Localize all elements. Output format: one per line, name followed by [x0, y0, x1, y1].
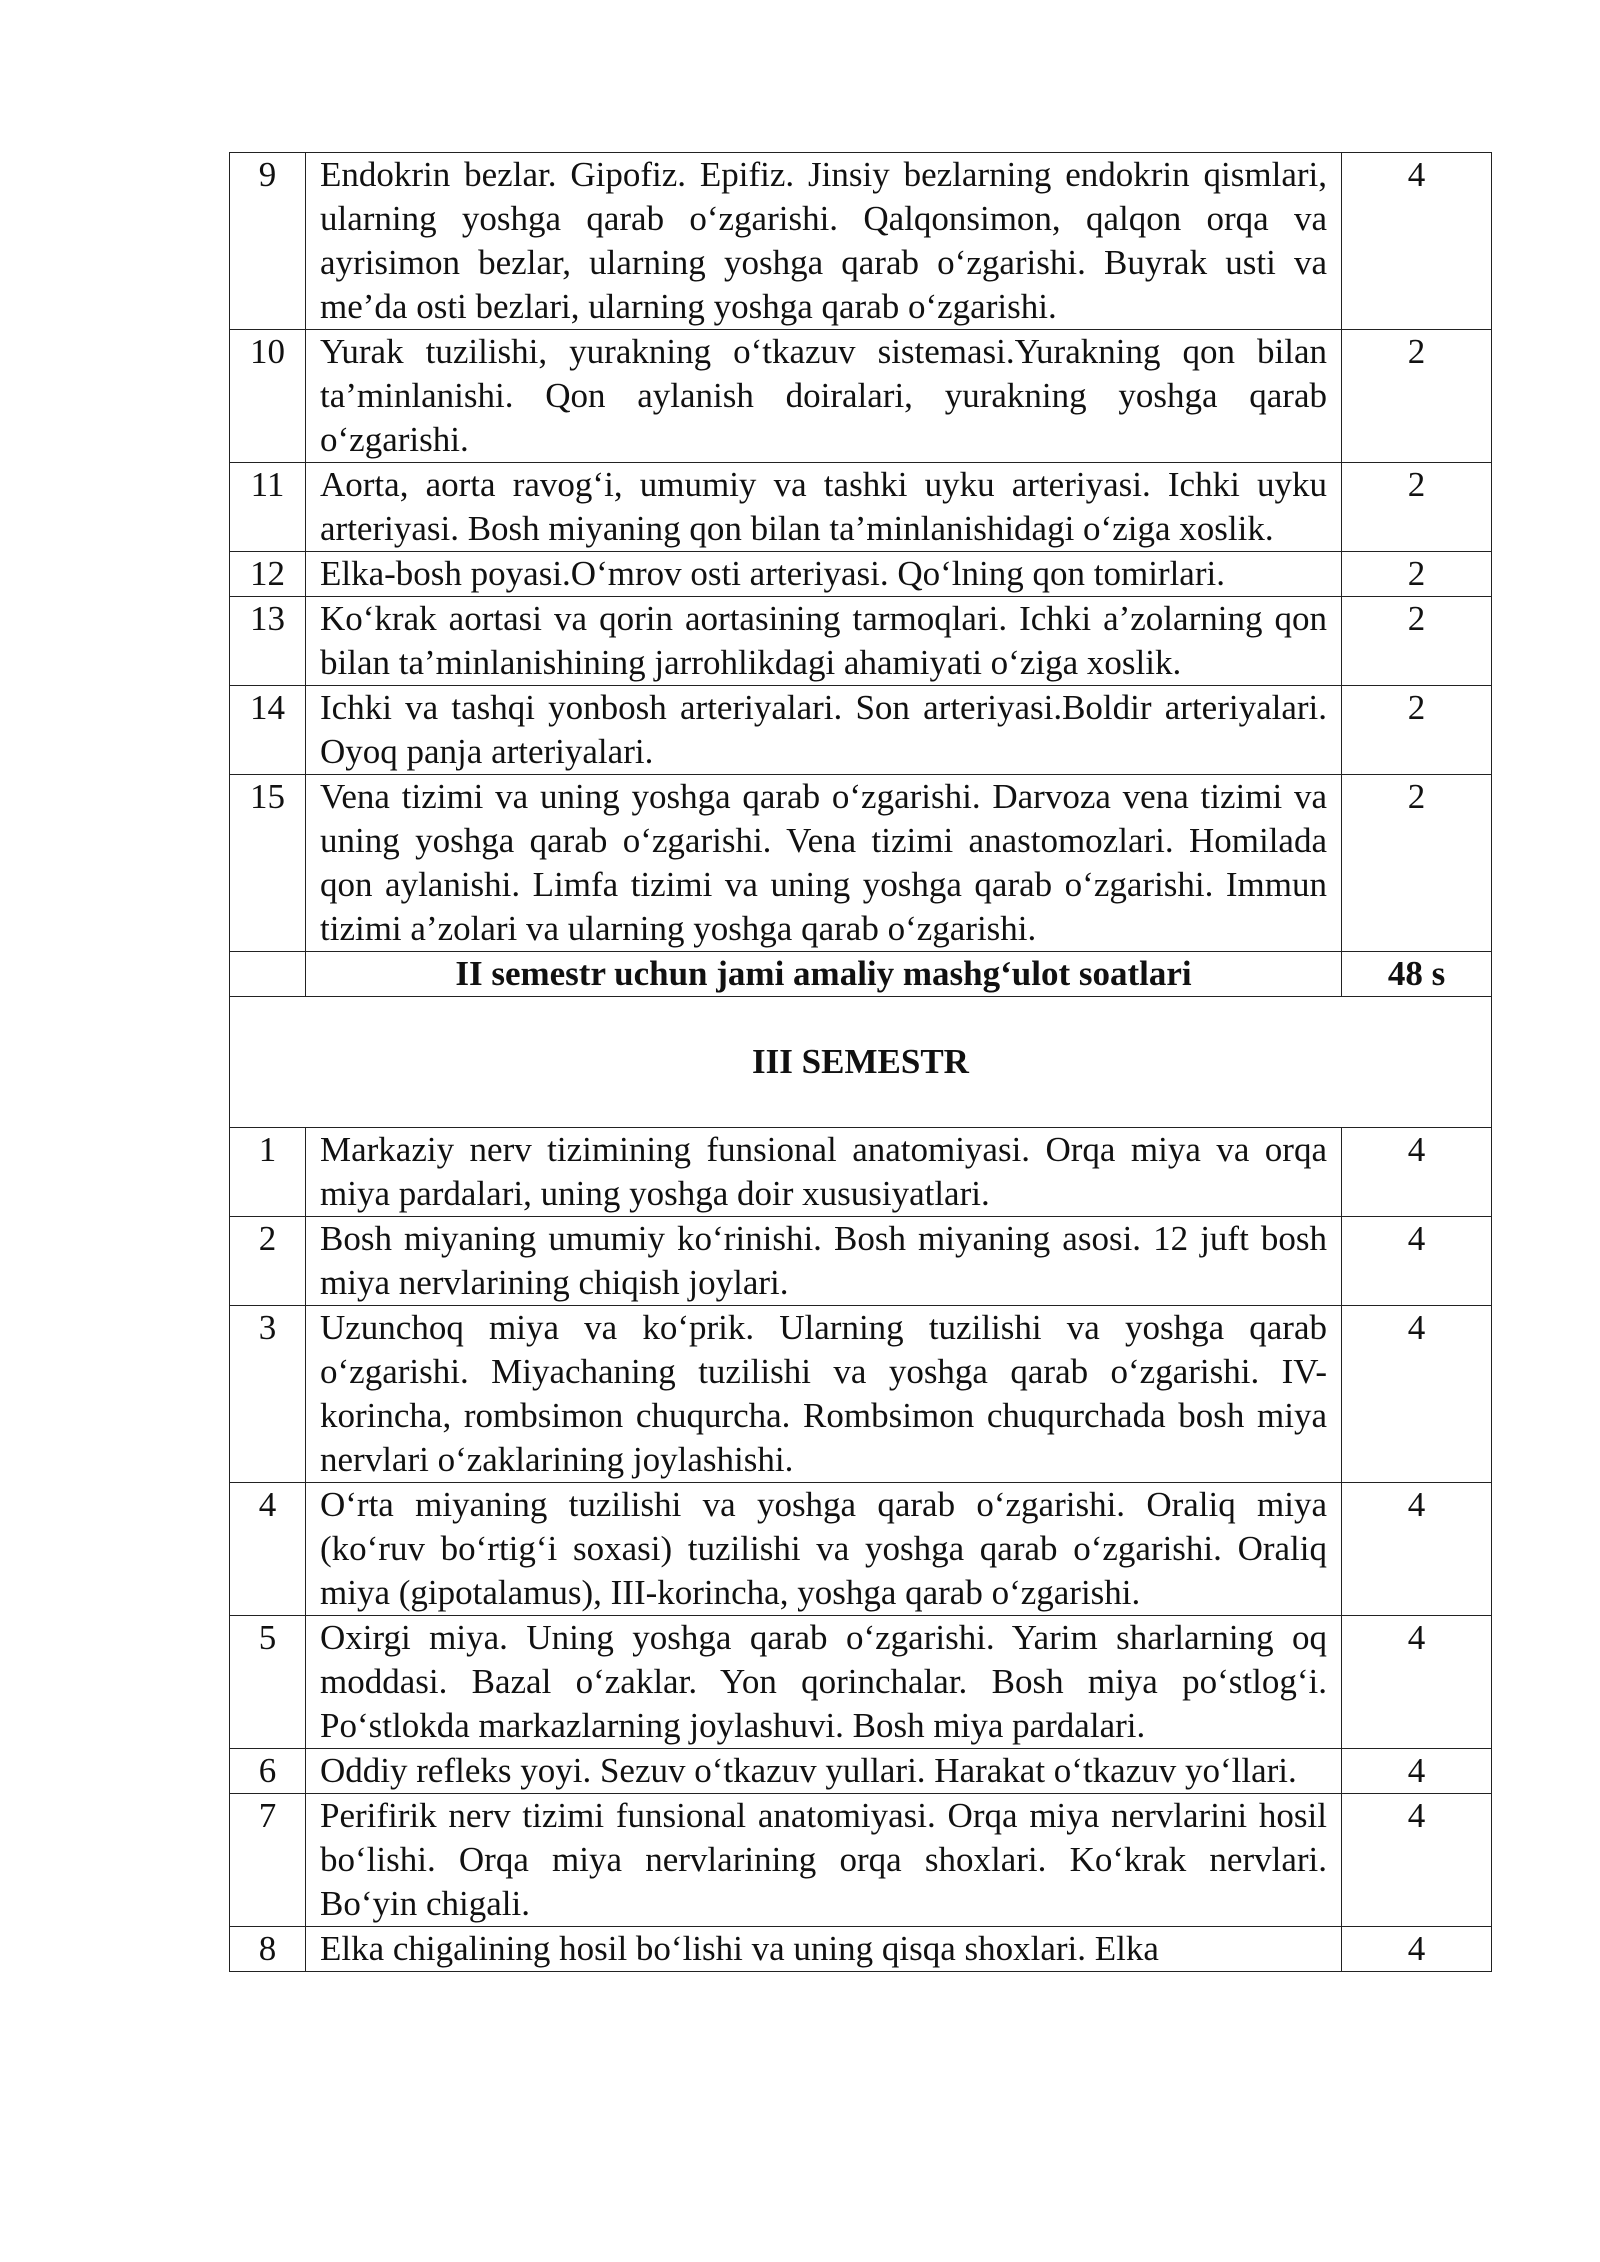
- row-topic: Uzunchoq miya va ko‘prik. Ularning tuzilishi va yoshga qarab o‘zgarishi. Miyachaning tuzilishi va yoshga qarab o‘zgarishi. IV-korincha, rombsimon chuqurcha. Rombsimon chuqurchada bosh miya nervlari o‘zaklarining joylashishi.: [306, 1306, 1342, 1483]
- row-number: 15: [230, 775, 306, 952]
- row-hours: 2: [1342, 463, 1492, 552]
- row-number: 10: [230, 330, 306, 463]
- table-row: [230, 686, 1492, 775]
- row-hours: 2: [1342, 330, 1492, 463]
- row-topic: Oxirgi miya. Uning yoshga qarab o‘zgarishi. Yarim sharlarning oq moddasi. Bazal o‘zaklar. Yon qorinchalar. Bosh miya po‘stlog‘i. Po‘stlokda markazlarning joylashuvi. Bosh miya pardalari.: [306, 1616, 1342, 1749]
- row-topic: Bosh miyaning umumiy ko‘rinishi. Bosh miyaning asosi. 12 juft bosh miya nervlarining chiqish joylari.: [306, 1217, 1342, 1306]
- semester-heading-row: [230, 997, 1492, 1128]
- semester-total-row: [230, 952, 1492, 997]
- row-topic: Oddiy refleks yoyi. Sezuv o‘tkazuv yullari. Harakat o‘tkazuv yo‘llari.: [306, 1749, 1342, 1794]
- row-topic: Yurak tuzilishi, yurakning o‘tkazuv sistemasi.Yurakning qon bilan ta’minlanishi. Qon aylanish doiralari, yurakning yoshga qarab o‘zgarishi.: [306, 330, 1342, 463]
- row-hours: 4: [1342, 1794, 1492, 1927]
- row-number: 8: [230, 1927, 306, 1972]
- row-hours: 4: [1342, 1483, 1492, 1616]
- row-topic: Elka-bosh poyasi.O‘mrov osti arteriyasi. Qo‘lning qon tomirlari.: [306, 552, 1342, 597]
- row-topic: Ko‘krak aortasi va qorin aortasining tarmoqlari. Ichki a’zolarning qon bilan ta’minlanishining jarrohlikdagi ahamiyati o‘ziga xoslik.: [306, 597, 1342, 686]
- row-hours: 4: [1342, 1306, 1492, 1483]
- row-number: 2: [230, 1217, 306, 1306]
- table-row: [230, 463, 1492, 552]
- row-topic: Vena tizimi va uning yoshga qarab o‘zgarishi. Darvoza vena tizimi va uning yoshga qarab o‘zgarishi. Vena tizimi anastomozlari. Homilada qon aylanishi. Limfa tizimi va uning yoshga qarab o‘zgarishi. Immun tizimi a’zolari va ularning yoshga qarab o‘zgarishi.: [306, 775, 1342, 952]
- row-topic: Aorta, aorta ravog‘i, umumiy va tashki uyku arteriyasi. Ichki uyku arteriyasi. Bosh miyaning qon bilan ta’minlanishidagi o‘ziga xoslik.: [306, 463, 1342, 552]
- row-topic: Markaziy nerv tizimining funsional anatomiyasi. Orqa miya va orqa miya pardalari, uning yoshga doir xususiyatlari.: [306, 1128, 1342, 1217]
- table-row: [230, 1616, 1492, 1749]
- row-number: 5: [230, 1616, 306, 1749]
- row-number: 9: [230, 153, 306, 330]
- row-hours: 4: [1342, 1128, 1492, 1217]
- row-number: 11: [230, 463, 306, 552]
- row-number: 4: [230, 1483, 306, 1616]
- table-row: [230, 1749, 1492, 1794]
- row-topic: Perifirik nerv tizimi funsional anatomiyasi. Orqa miya nervlarini hosil bo‘lishi. Orqa miya nervlarining orqa shoxlari. Ko‘krak nervlari. Bo‘yin chigali.: [306, 1794, 1342, 1927]
- table-row: [230, 153, 1492, 330]
- row-topic: O‘rta miyaning tuzilishi va yoshga qarab o‘zgarishi. Oraliq miya (ko‘ruv bo‘rtig‘i soxasi) tuzilishi va yoshga qarab o‘zgarishi. Oraliq miya (gipotalamus), III-korincha, yoshga qarab o‘zgarishi.: [306, 1483, 1342, 1616]
- total-empty-cell: [230, 952, 306, 997]
- row-number: 14: [230, 686, 306, 775]
- row-number: 3: [230, 1306, 306, 1483]
- row-hours: 4: [1342, 153, 1492, 330]
- row-number: 1: [230, 1128, 306, 1217]
- table-row: [230, 597, 1492, 686]
- row-hours: 2: [1342, 775, 1492, 952]
- table-row: [230, 1217, 1492, 1306]
- table-row: [230, 775, 1492, 952]
- row-number: 12: [230, 552, 306, 597]
- row-hours: 2: [1342, 686, 1492, 775]
- table-row: [230, 1927, 1492, 1972]
- row-hours: 4: [1342, 1927, 1492, 1972]
- row-number: 6: [230, 1749, 306, 1794]
- row-number: 13: [230, 597, 306, 686]
- row-hours: 2: [1342, 597, 1492, 686]
- row-hours: 4: [1342, 1749, 1492, 1794]
- row-topic: Endokrin bezlar. Gipofiz. Epifiz. Jinsiy bezlarning endokrin qismlari, ularning yoshga qarab o‘zgarishi. Qalqonsimon, qalqon orqa va ayrisimon bezlar, ularning yoshga qarab o‘zgarishi. Buyrak usti va me’da osti bezlari, ularning yoshga qarab o‘zgarishi.: [306, 153, 1342, 330]
- table-row: [230, 552, 1492, 597]
- total-label: II semestr uchun jami amaliy mashg‘ulot soatlari: [306, 952, 1342, 997]
- curriculum-table: [229, 152, 1492, 1972]
- row-hours: 4: [1342, 1616, 1492, 1749]
- total-hours: 48 s: [1342, 952, 1492, 997]
- row-number: 7: [230, 1794, 306, 1927]
- row-hours: 4: [1342, 1217, 1492, 1306]
- row-topic: Ichki va tashqi yonbosh arteriyalari. Son arteriyasi.Boldir arteriyalari. Oyoq panja arteriyalari.: [306, 686, 1342, 775]
- row-topic: Elka chigalining hosil bo‘lishi va uning qisqa shoxlari. Elka: [306, 1927, 1342, 1972]
- row-hours: 2: [1342, 552, 1492, 597]
- table-row: [230, 1483, 1492, 1616]
- table-row: [230, 1128, 1492, 1217]
- table-row: [230, 1794, 1492, 1927]
- table-row: [230, 330, 1492, 463]
- semester-heading: III SEMESTR: [230, 997, 1492, 1128]
- table-row: [230, 1306, 1492, 1483]
